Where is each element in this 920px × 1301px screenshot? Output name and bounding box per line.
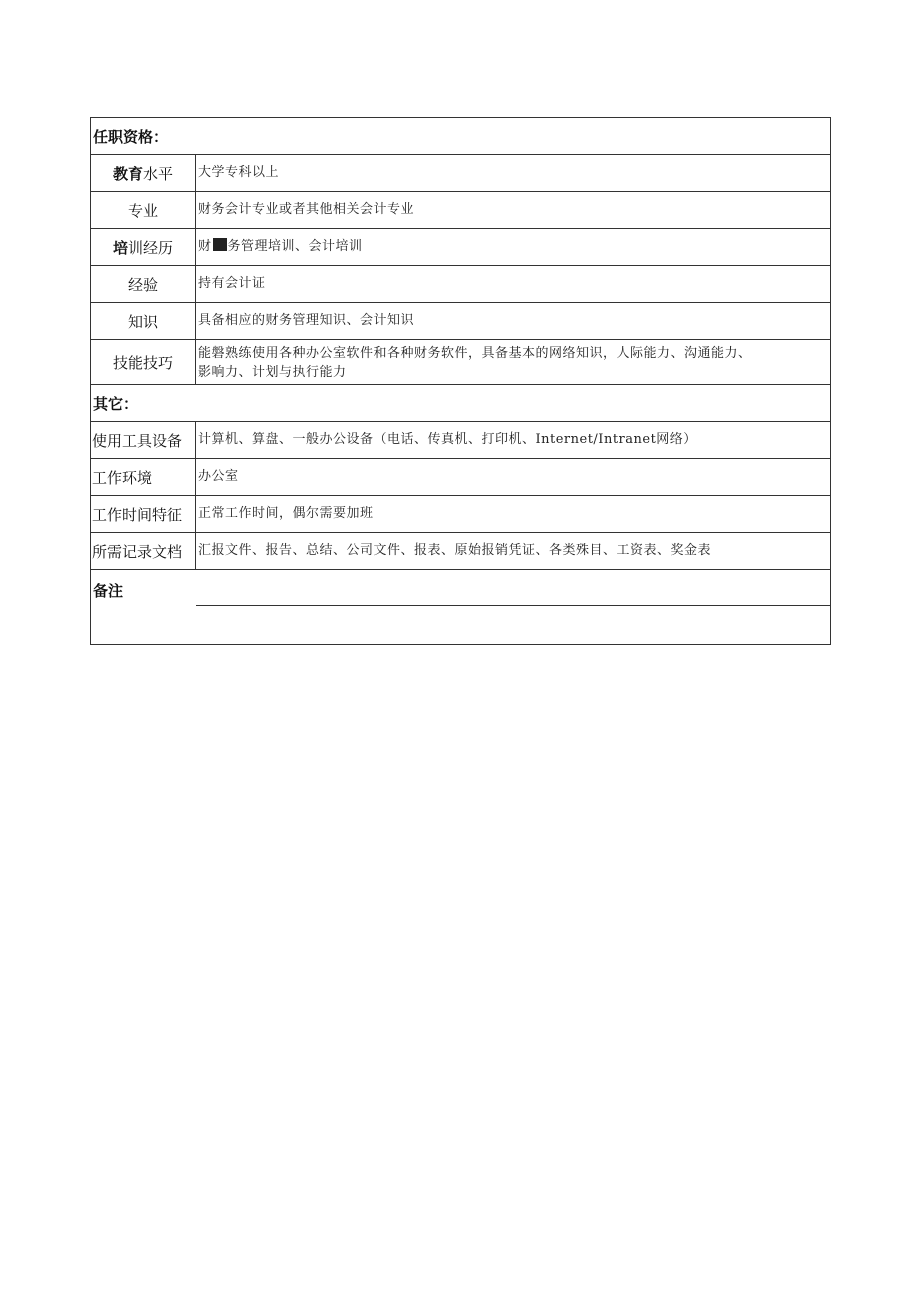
- education-value: 大学专科以上: [196, 155, 831, 192]
- table-row: [91, 533, 831, 570]
- major-value: 财务会计专业或者其他相关会计专业: [196, 192, 831, 229]
- training-value: 财 务管理培训、会计培训: [196, 229, 831, 266]
- records-value: 汇报文件、报告、总结、公司文件、报表、原始报销凭证、各类殊目、工资表、奖金表: [196, 533, 831, 570]
- table-row: [91, 229, 831, 266]
- notes-blank-left: [91, 606, 196, 645]
- work-time-label: 工作时间特征: [91, 496, 196, 533]
- table-row: [91, 496, 831, 533]
- records-label: 所需记录文档: [91, 533, 196, 570]
- experience-value: 持有会计证: [196, 266, 831, 303]
- redaction-block: [213, 238, 227, 251]
- tools-value: 计算机、算盘、一般办公设备（电话、传真机、打印机、Internet/Intranet网络）: [196, 422, 831, 459]
- table-row: [91, 340, 831, 385]
- major-label: 专业: [91, 192, 196, 229]
- job-qualification-table: [90, 117, 831, 645]
- notes-blank-right: [196, 606, 831, 645]
- table-row: [91, 266, 831, 303]
- table-row: [91, 155, 831, 192]
- notes-header-row: [91, 570, 831, 606]
- work-time-value: 正常工作时间，偶尔需要加班: [196, 496, 831, 533]
- environment-value: 办公室: [196, 459, 831, 496]
- training-label: 培训经历: [91, 229, 196, 266]
- skills-label: 技能技巧: [91, 340, 196, 385]
- table-row: [91, 422, 831, 459]
- skills-value: 能磐熟练使用各种办公室软件和各种财务软件，具备基本的网络知识，人际能力、沟通能力、 影响力、计划与执行能力: [196, 340, 831, 385]
- environment-label: 工作环境: [91, 459, 196, 496]
- education-label: 教育水平: [91, 155, 196, 192]
- tools-label: 使用工具设备: [91, 422, 196, 459]
- other-heading: 其它：: [91, 385, 831, 422]
- qualifications-section-header: [91, 118, 831, 155]
- qualifications-heading: 任职资格：: [91, 118, 831, 155]
- notes-heading: 备注: [91, 570, 196, 606]
- experience-label: 经验: [91, 266, 196, 303]
- table-row: [91, 459, 831, 496]
- table-row: [91, 192, 831, 229]
- other-section-header: [91, 385, 831, 422]
- table-row: [91, 303, 831, 340]
- knowledge-label: 知识: [91, 303, 196, 340]
- knowledge-value: 具备相应的财务管理知识、会计知识: [196, 303, 831, 340]
- notes-blank-row: [91, 606, 831, 645]
- notes-line: [196, 570, 831, 606]
